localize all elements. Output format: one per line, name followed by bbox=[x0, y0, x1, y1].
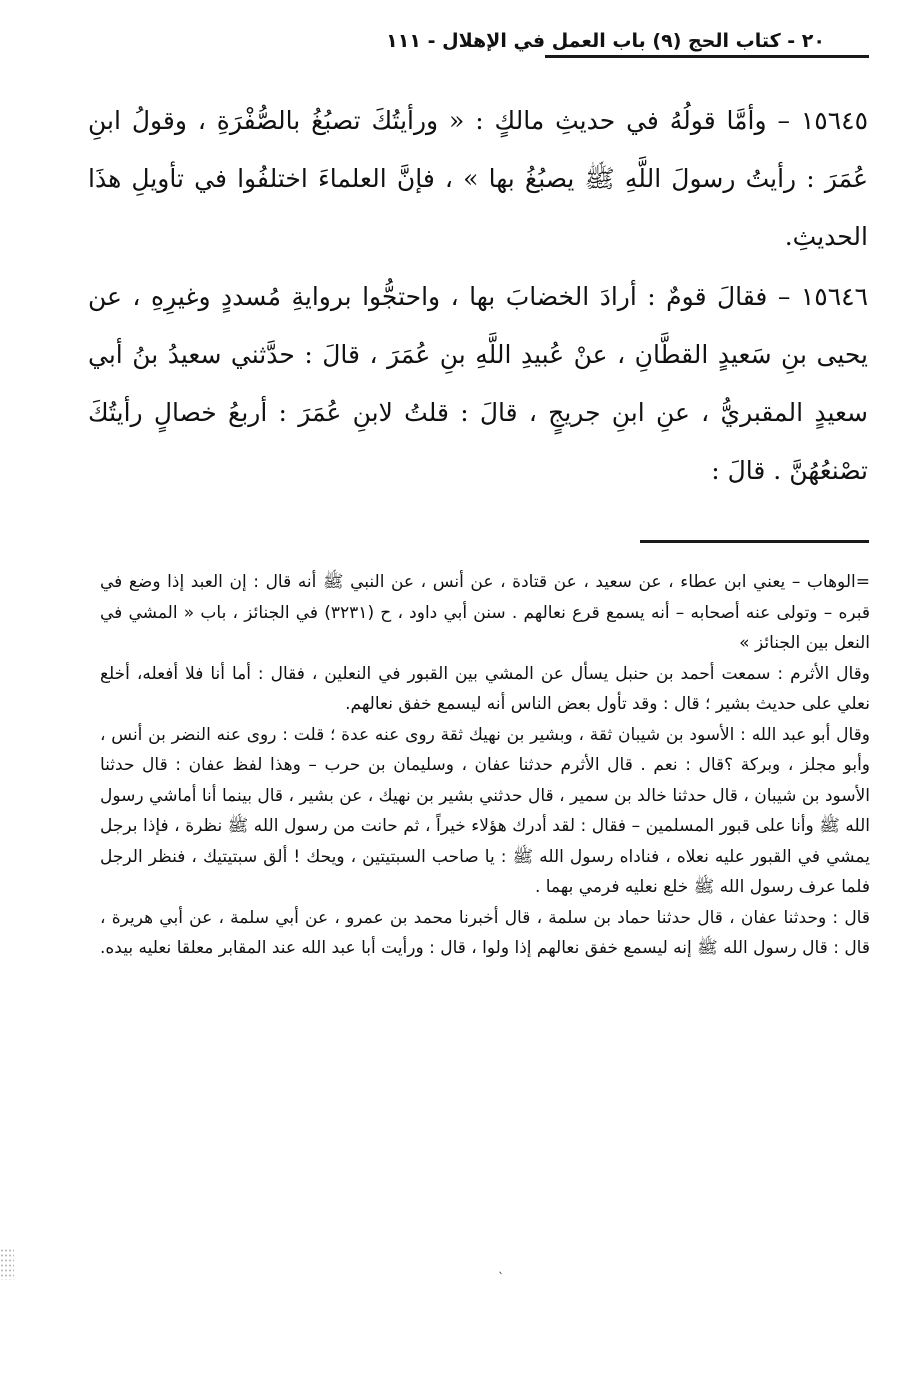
main-text bbox=[88, 92, 868, 502]
running-header: ٢٠ - كتاب الحج (٩) باب العمل في الإهلال - ١١١ bbox=[386, 30, 825, 52]
ink-speck: ˎ bbox=[498, 1260, 504, 1274]
paragraph-15646: ١٥٦٤٦ – فقالَ قومٌ : أرادَ الخضابَ بها ، واحتجُّوا بروايةِ مُسددٍ وغيرِهِ ، عن يحيى بنِ سَعيدٍ القطَّانِ ، عنْ عُبيدِ اللَّهِ بنِ عُمَرَ ، قالَ : حدَّثني سعيدُ بنُ أبي سعيدٍ المقبريُّ ، عنِ ابنِ جريجٍ ، قالَ : قلتُ لابنِ عُمَرَ : أربعُ خصالٍ رأيتُكَ تصْنعُهُنَّ . قالَ : bbox=[88, 282, 868, 485]
footnote-rule bbox=[640, 540, 869, 543]
footnote-paragraph: قال : وحدثنا عفان ، قال حدثنا حماد بن سلمة ، قال أخبرنا محمد بن عمرو ، عن أبي سلمة ، عن أبي هريرة ، قال : قال رسول الله ﷺ إنه ليسمع خفق نعالهم إذا ولوا ، قال : ورأيت أبا عبد الله عند المقابر معلقا نعليه بيده. bbox=[99, 907, 870, 958]
footnote-paragraph: =الوهاب – يعني ابن عطاء ، عن سعيد ، عن قتادة ، عن أنس ، عن النبي ﷺ أنه قال : إن العبد إذا وضع في قبره – وتولى عنه أصحابه – أنه يسمع قرع نعالهم . سنن أبي داود ، ح (٣٢٣١) في الجنائز ، باب « المشي في النعل بين الجنائز » bbox=[100, 572, 870, 653]
footnote-paragraph: وقال الأثرم : سمعت أحمد بن حنبل يسأل عن المشي بين القبور في النعلين ، فقال : أما أنا فلا أفعله، أخلع نعلي على حديث بشير ؛ قال : وقد تأول بعض الناس أنه ليسمع خفق نعالهم. bbox=[100, 663, 870, 714]
footnote-paragraph: وقال أبو عبد الله : الأسود بن شيبان ثقة ، وبشير بن نهيك ثقة روى عنه عدة ؛ قلت : روى عنه النضر بن أنس ، وأبو مجلز ، وبركة ؟قال : نعم . قال الأثرم حدثنا عفان ، وسليمان بن حرب – وهذا لفظ عفان : قال حدثنا الأسود بن شيبان ، قال حدثنا خالد بن سمير ، قال حدثني بشير بن نهيك ، عن بشير ، قال بينما أنا أماشي رسول الله ﷺ وأنا على قبور المسلمين – فقال : لقد أدرك هؤلاء خيراً ، ثم حانت من رسول الله ﷺ نظرة ، فإذا برجل يمشي في القبور عليه نعلاه ، فناداه رسول الله ﷺ : يا صاحب السبتيتين ، ويحك ! ألق سبتيتيك ، فنظر الرجل فلما عرف رسول الله ﷺ خلع نعليه فرمي بهما . bbox=[100, 724, 870, 897]
scan-margin-dots bbox=[0, 1248, 14, 1280]
header-rule bbox=[545, 55, 869, 58]
paragraph-15645: ١٥٦٤٥ – وأمَّا قولُهُ في حديثِ مالكٍ : « ورأيتُكَ تصبُغُ بالصُّفْرَةِ ، وقولُ ابنِ عُمَرَ : رأيتُ رسولَ اللَّهِ ﷺ يصبُغُ بها » ، فإنَّ العلماءَ اختلفُوا في تأويلِ هذَا الحديثِ. bbox=[88, 106, 868, 251]
footnotes bbox=[100, 567, 870, 964]
